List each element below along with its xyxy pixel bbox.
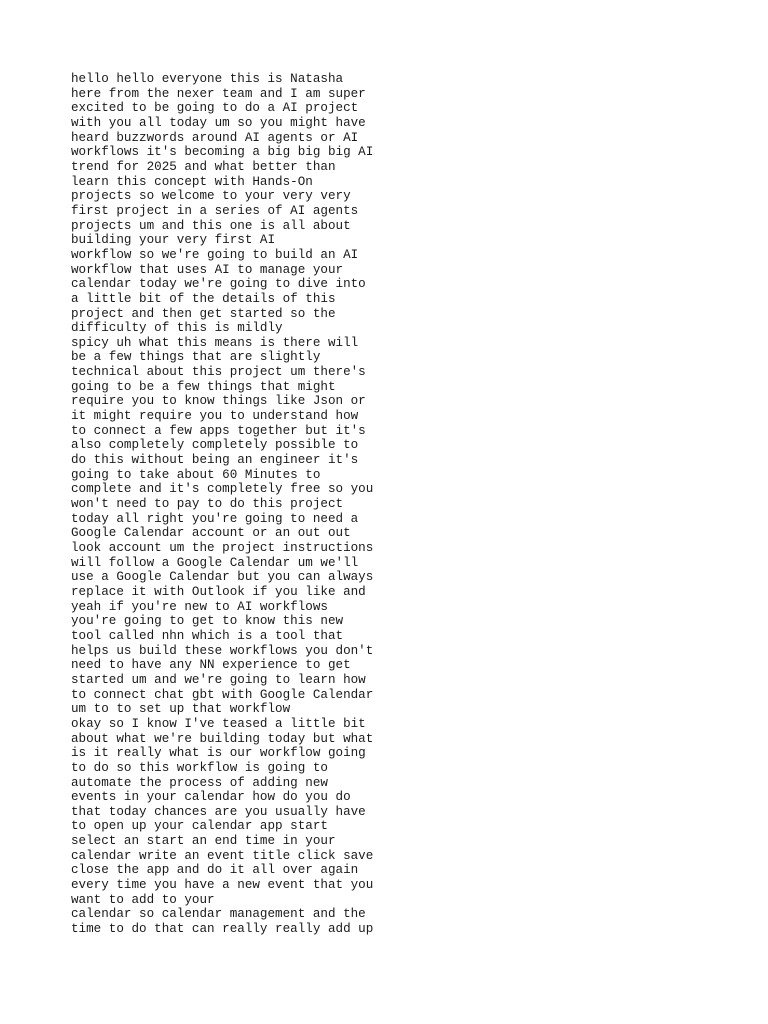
text-line: time to do that can really really add up [71,922,374,937]
text-line: workflow that uses AI to manage your [71,262,344,277]
text-line: workflow so we're going to build an AI [71,247,359,262]
text-line: do this without being an engineer it's [71,453,359,468]
text-line: to connect chat gbt with Google Calendar [71,687,374,702]
text-line: trend for 2025 and what better than [71,159,336,174]
text-line: be a few things that are slightly [71,350,321,365]
text-line: first project in a series of AI agents [71,203,359,218]
text-line: going to be a few things that might [71,379,336,394]
text-line: helps us build these workflows you don't [71,643,374,658]
text-line: calendar write an event title click save [71,848,374,863]
text-line: also completely completely possible to [71,438,359,453]
text-line: use a Google Calendar but you can always [71,570,374,585]
transcript-text [71,72,373,937]
text-line: building your very first AI [71,233,276,248]
text-line: every time you have a new event that you [71,878,374,893]
text-line: close the app and do it all over again [71,863,359,878]
text-line: project and then get started so the [71,306,336,321]
text-line: workflows it's becoming a big big big AI [71,145,374,160]
text-line: technical about this project um there's [71,365,366,380]
text-line: calendar today we're going to dive into [71,277,366,292]
text-line: learn this concept with Hands-On [71,174,313,189]
text-line: want to add to your [71,892,215,907]
text-line: events in your calendar how do you do [71,790,351,805]
text-line: difficulty of this is mildly [71,321,283,336]
text-line: is it really what is our workflow going [71,746,366,761]
text-line: okay so I know I've teased a little bit [71,716,366,731]
text-line: about what we're building today but what [71,731,374,746]
text-line: replace it with Outlook if you like and [71,584,366,599]
text-line: tool called nhn which is a tool that [71,628,344,643]
text-line: look account um the project instructions [71,541,374,555]
text-line: to do so this workflow is going to [71,760,328,775]
text-line: projects so welcome to your very very [71,189,351,204]
text-line: that today chances are you usually have [71,804,366,819]
text-line: going to take about 60 Minutes to [71,467,321,482]
text-line: to open up your calendar app start [71,819,328,834]
text-line: Google Calendar account or an out out [71,526,351,541]
text-line: spicy uh what this means is there will [71,335,359,350]
text-line: started um and we're going to learn how [71,672,366,687]
text-line: here from the nexer team and I am super [71,86,366,101]
text-line: complete and it's completely free so you [71,482,374,497]
text-line: yeah if you're new to AI workflows [71,599,328,614]
text-line: excited to be going to do a AI project [71,101,359,116]
text-line: you're going to get to know this new [71,614,344,629]
text-line: select an start an end time in your [71,834,336,849]
text-line: a little bit of the details of this [71,291,336,306]
text-line: heard buzzwords around AI agents or AI [71,130,359,145]
text-line: with you all today um so you might have [71,115,366,130]
text-line: require you to know things like Json or [71,394,366,409]
text-line: um to to set up that workflow [71,702,291,717]
text-line: today all right you're going to need a [71,511,359,526]
text-line: need to have any NN experience to get [71,658,351,673]
text-line: hello hello everyone this is Natasha [71,72,344,86]
text-line: to connect a few apps together but it's [71,423,366,438]
text-line: projects um and this one is all about [71,218,351,233]
text-line: it might require you to understand how [71,409,359,424]
text-line: calendar so calendar management and the [71,907,366,922]
text-line: won't need to pay to do this project [71,497,344,512]
text-line: will follow a Google Calendar um we'll [71,555,359,570]
text-line: automate the process of adding new [71,775,328,790]
